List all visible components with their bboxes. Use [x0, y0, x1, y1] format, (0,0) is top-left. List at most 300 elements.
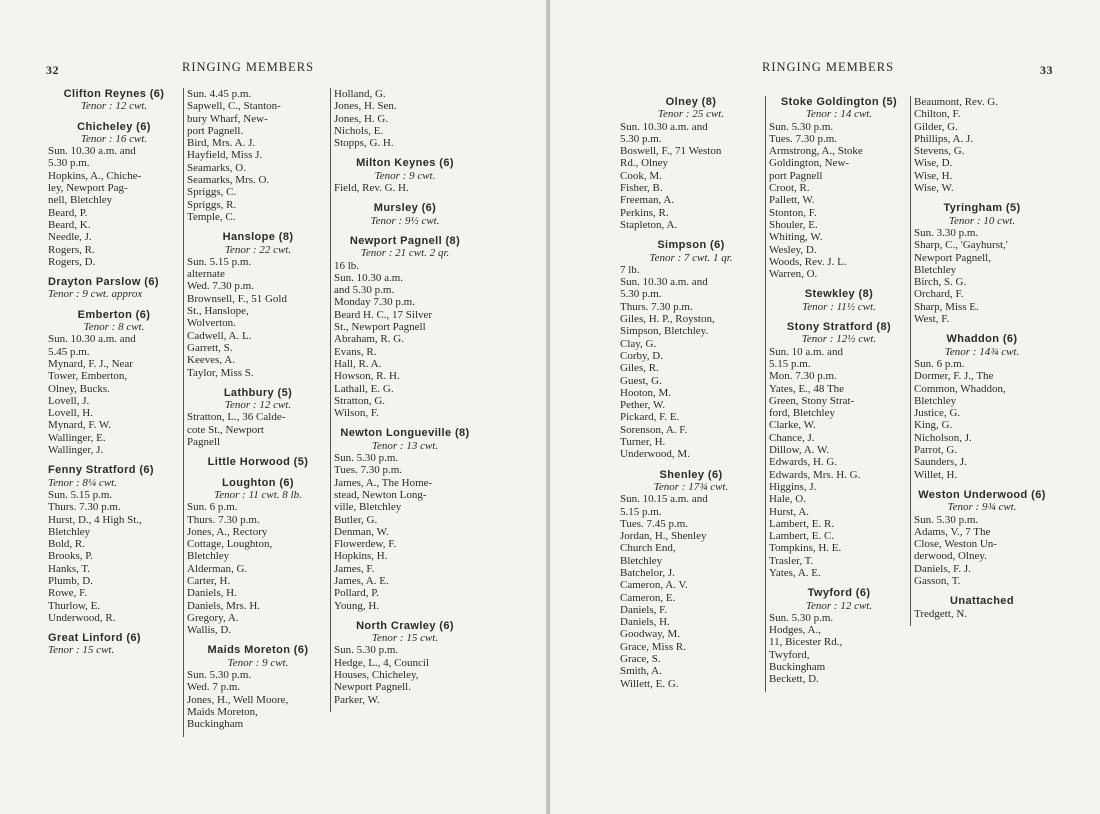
- member-line: Bold, R.: [48, 538, 85, 551]
- tower-title: Fenny Stratford (6): [48, 464, 154, 477]
- tower-entry: [187, 644, 329, 730]
- member-line: Hanks, T.: [48, 562, 91, 575]
- tower-title: Emberton (6): [77, 308, 151, 321]
- member-line: Beard, P.: [48, 206, 88, 219]
- member-line: ley, Newport Pag-: [48, 182, 128, 195]
- tenor-weight: Tenor : 9¾ cwt.: [947, 501, 1017, 514]
- member-line: and 5.30 p.m.: [334, 284, 395, 297]
- tenor-weight: Tenor : 25 cwt.: [657, 108, 725, 121]
- member-line: Warren, O.: [769, 268, 818, 281]
- member-line: Trasler, T.: [769, 554, 814, 567]
- member-line: Daniels, H.: [187, 587, 237, 600]
- tower-title: Shenley (6): [659, 468, 723, 481]
- member-line: King, G.: [914, 419, 953, 432]
- member-line: Chilton, F.: [914, 108, 961, 121]
- member-line: Wolverton.: [187, 317, 236, 330]
- tower-entry: [187, 88, 329, 223]
- member-line: ville, Bletchley: [334, 501, 402, 514]
- member-line: Bletchley: [620, 554, 663, 567]
- member-line: Fisher, B.: [620, 182, 663, 195]
- member-line: Hurst, D., 4 High St.,: [48, 513, 142, 526]
- member-line: Rowe, F.: [48, 587, 88, 600]
- member-line: Spriggs, C.: [187, 186, 237, 199]
- member-line: Clay, G.: [620, 337, 657, 350]
- member-line: Sun. 4.45 p.m.: [187, 88, 252, 100]
- member-line: Rd., Olney: [620, 157, 668, 170]
- tower-entry: [187, 456, 329, 468]
- tower-entry: [187, 477, 329, 637]
- tower-title: Stoke Goldington (5): [780, 96, 898, 108]
- member-line: Carter, H.: [187, 574, 231, 587]
- member-line: Lathall, E. G.: [334, 382, 394, 395]
- member-line: 11, Bicester Rd.,: [769, 636, 843, 649]
- column: [183, 88, 329, 737]
- tenor-weight: Tenor : 7 cwt. 1 qr.: [649, 251, 733, 264]
- member-line: Grace, Miss R.: [620, 640, 686, 653]
- member-line: Smith, A.: [620, 665, 662, 678]
- member-line: Boswell, F., 71 Weston: [620, 145, 722, 158]
- member-line: Jones, A., Rectory: [187, 525, 268, 538]
- tower-title: Chicheley (6): [77, 120, 151, 133]
- member-line: Perkins, R.: [620, 206, 669, 219]
- tower-title: Newport Pagnell (8): [349, 234, 461, 247]
- member-line: Sun. 10 a.m. and: [769, 345, 843, 358]
- member-line: Flowerdew, F.: [334, 538, 397, 551]
- member-line: Stratton, G.: [334, 394, 386, 407]
- tower-entry: [620, 469, 762, 690]
- tower-entry: [334, 620, 476, 706]
- member-line: Croot, R.: [769, 182, 810, 195]
- member-line: Stapleton, A.: [620, 218, 678, 231]
- member-line: Wesley, D.: [769, 243, 817, 256]
- member-line: Tredgett, N.: [914, 607, 968, 620]
- member-line: Brooks, P.: [48, 550, 93, 563]
- member-line: Armstrong, A., Stoke: [769, 145, 863, 158]
- tower-title: Stewkley (8): [804, 288, 874, 301]
- tower-entry: [48, 121, 180, 269]
- member-line: Simpson, Bletchley.: [620, 325, 709, 338]
- tower-entry: [914, 96, 1050, 194]
- member-line: Twyford,: [769, 648, 810, 661]
- column: [620, 96, 762, 696]
- member-line: Corby, D.: [620, 349, 663, 362]
- member-line: 5.30 p.m.: [620, 132, 662, 145]
- member-line: Sun. 5.30 p.m.: [187, 669, 252, 682]
- member-line: Adams, V., 7 The: [914, 525, 991, 538]
- member-line: Gasson, T.: [914, 574, 961, 587]
- member-line: Sun. 5.15 p.m.: [187, 255, 252, 268]
- member-line: Dormer, F. J., The: [914, 370, 994, 383]
- member-line: 16 lb.: [334, 259, 360, 272]
- member-line: Hall, R. A.: [334, 357, 382, 370]
- member-line: Wed. 7.30 p.m.: [187, 280, 254, 293]
- tower-title: Weston Underwood (6): [918, 488, 1046, 501]
- member-line: Wallis, D.: [187, 624, 232, 637]
- member-line: Pagnell: [187, 436, 220, 449]
- tower-entry: [769, 587, 909, 685]
- member-line: Tues. 7.30 p.m.: [769, 132, 838, 145]
- member-line: stead, Newton Long-: [334, 488, 427, 501]
- member-line: Buckingham: [187, 718, 244, 731]
- tower-entry: [48, 464, 180, 624]
- tower-entry: [334, 427, 476, 611]
- member-line: Plumb, D.: [48, 574, 93, 587]
- member-line: Sun. 5.30 p.m.: [769, 120, 834, 133]
- member-line: Sun. 5.30 p.m.: [914, 513, 979, 526]
- member-line: Bletchley: [187, 550, 230, 563]
- member-line: Daniels, F.: [620, 603, 668, 616]
- member-line: Sun. 5.30 p.m.: [769, 611, 834, 624]
- tenor-weight: Tenor : 8¼ cwt.: [48, 476, 117, 489]
- member-line: Pickard, F. E.: [620, 411, 680, 424]
- tower-title: North Crawley (6): [356, 619, 454, 632]
- member-line: Mon. 7.30 p.m.: [769, 370, 837, 383]
- member-line: Hale, O.: [769, 493, 806, 506]
- member-line: Daniels, H.: [620, 616, 670, 629]
- member-line: Buckingham: [769, 661, 826, 674]
- tower-entry: [48, 632, 180, 657]
- member-line: Beard H. C., 17 Silver: [334, 308, 433, 321]
- tower-title: Newton Longueville (8): [340, 427, 470, 440]
- member-line: Bletchley: [914, 394, 957, 407]
- tenor-weight: Tenor : 9 cwt.: [227, 656, 289, 669]
- member-line: Giles, R.: [620, 362, 659, 375]
- member-line: Higgins, J.: [769, 480, 817, 493]
- member-line: 5.15 p.m.: [620, 505, 662, 518]
- member-line: Field, Rev. G. H.: [334, 182, 409, 195]
- member-line: Hayfield, Miss J.: [187, 149, 263, 162]
- member-line: nell, Bletchley: [48, 194, 113, 207]
- tenor-weight: Tenor : 10 cwt.: [948, 214, 1016, 227]
- member-line: Sun. 10.30 a.m. and: [48, 333, 136, 346]
- member-line: Sun. 5.30 p.m.: [334, 452, 399, 465]
- tenor-weight: Tenor : 12 cwt.: [805, 599, 873, 612]
- member-line: Houses, Chicheley,: [334, 669, 419, 682]
- tower-title: Whaddon (6): [946, 333, 1018, 346]
- member-line: Sun. 10.15 a.m. and: [620, 493, 708, 506]
- member-line: Edwards, Mrs. H. G.: [769, 468, 861, 481]
- member-line: 5.30 p.m.: [48, 157, 90, 170]
- member-line: Shouler, E.: [769, 218, 818, 231]
- member-line: Church End,: [620, 542, 676, 555]
- member-line: Needle, J.: [48, 231, 92, 244]
- member-line: Howson, R. H.: [334, 370, 400, 383]
- member-line: Lambert, E. R.: [769, 517, 835, 530]
- member-line: Tues. 7.45 p.m.: [620, 517, 689, 530]
- member-line: Daniels, F. J.: [914, 562, 971, 575]
- tower-entry: [187, 231, 329, 379]
- member-line: Rogers, D.: [48, 255, 96, 268]
- member-line: St., Newport Pagnell: [334, 321, 426, 334]
- member-line: Monday 7.30 p.m.: [334, 296, 415, 309]
- member-line: Orchard, F.: [914, 288, 964, 301]
- member-line: Parker, W.: [334, 693, 380, 706]
- member-line: Jones, H. Sen.: [334, 100, 397, 113]
- member-line: Woods, Rev. J. L.: [769, 255, 847, 268]
- tower-title: Maids Moreton (6): [207, 644, 309, 657]
- member-line: Mynard, F. J., Near: [48, 357, 133, 370]
- member-line: Wise, W.: [914, 182, 954, 195]
- member-line: port Pagnell.: [187, 124, 244, 137]
- column: [765, 96, 909, 692]
- member-line: Goodway, M.: [620, 628, 681, 641]
- member-line: Underwood, M.: [620, 448, 690, 461]
- member-line: Seamarks, Mrs. O.: [187, 174, 270, 187]
- tower-entry: [914, 489, 1050, 587]
- member-line: Whiting, W.: [769, 231, 823, 244]
- tenor-weight: Tenor : 9½ cwt.: [370, 214, 440, 227]
- member-line: Chance, J.: [769, 431, 815, 444]
- tower-title: Great Linford (6): [48, 632, 141, 645]
- member-line: Clarke, W.: [769, 419, 816, 432]
- member-line: Stratton, L., 36 Calde-: [187, 411, 286, 424]
- member-line: St., Hanslope,: [187, 305, 249, 318]
- member-line: Hodges, A.,: [769, 624, 821, 637]
- member-line: Daniels, Mrs. H.: [187, 599, 261, 612]
- tenor-weight: Tenor : 16 cwt.: [80, 132, 148, 145]
- member-line: Thurlow, E.: [48, 599, 101, 612]
- member-line: Edwards, H. G.: [769, 456, 838, 469]
- member-line: Wise, H.: [914, 169, 953, 182]
- member-line: Hooton, M.: [620, 386, 672, 399]
- member-line: Thurs. 7.30 p.m.: [187, 513, 260, 526]
- member-line: Beaumont, Rev. G.: [914, 96, 998, 108]
- member-line: Pether, W.: [620, 399, 666, 412]
- member-line: James, F.: [334, 562, 375, 575]
- member-line: Batchelor, J.: [620, 566, 675, 579]
- member-line: 5.15 p.m.: [769, 357, 811, 370]
- tower-title: Olney (8): [665, 96, 717, 108]
- member-line: ford, Bletchley: [769, 407, 835, 420]
- member-line: James, A., The Home-: [334, 476, 433, 489]
- member-line: Garrett, S.: [187, 341, 233, 354]
- page-number: 33: [1040, 63, 1053, 77]
- member-line: Evans, R.: [334, 345, 377, 358]
- member-line: Sorenson, A. F.: [620, 423, 688, 436]
- tenor-weight: Tenor : 9 cwt.: [374, 169, 436, 182]
- member-line: Thurs. 7.30 p.m.: [48, 501, 121, 514]
- member-line: Cadwell, A. L.: [187, 329, 252, 342]
- member-line: Bletchley: [914, 263, 957, 276]
- member-line: Maids Moreton,: [187, 705, 258, 718]
- member-line: Pallett, W.: [769, 194, 815, 207]
- right-page: [550, 0, 1100, 814]
- tower-title: Little Horwood (5): [207, 456, 309, 469]
- member-line: Yates, E., 48 The: [769, 382, 845, 395]
- member-line: Thurs. 7.30 p.m.: [620, 300, 693, 313]
- member-line: Mynard, F. W.: [48, 419, 111, 432]
- member-line: Willett, E. G.: [620, 677, 679, 690]
- member-line: Hopkins, H.: [334, 550, 388, 563]
- tower-entry: [334, 88, 476, 149]
- member-line: alternate: [187, 268, 225, 281]
- member-line: Bletchley: [48, 525, 91, 538]
- member-line: Giles, H. P., Royston,: [620, 313, 715, 326]
- member-line: Cameron, A. V.: [620, 579, 688, 592]
- tenor-weight: Tenor : 15 cwt.: [371, 632, 439, 645]
- member-line: Butler, G.: [334, 513, 378, 526]
- tower-title: Hanslope (8): [222, 231, 294, 244]
- member-line: Newport Pagnell,: [914, 251, 991, 264]
- member-line: 5.45 p.m.: [48, 345, 90, 358]
- tenor-weight: Tenor : 13 cwt.: [371, 439, 439, 452]
- member-line: Underwood, R.: [48, 611, 116, 624]
- member-line: Stopps, G. H.: [334, 137, 394, 150]
- member-line: James, A. E.: [334, 574, 389, 587]
- member-line: Spriggs, R.: [187, 198, 237, 211]
- tower-title: Unattached: [950, 595, 1014, 608]
- member-line: bury Wharf, New-: [187, 112, 268, 125]
- member-line: Pollard, P.: [334, 587, 379, 600]
- tower-entry: [334, 202, 476, 227]
- member-line: Cameron, E.: [620, 591, 676, 604]
- tower-entry: [620, 96, 762, 231]
- member-line: Beckett, D.: [769, 673, 819, 686]
- member-line: Lovell, J.: [48, 394, 90, 407]
- member-line: 5.30 p.m.: [620, 288, 662, 301]
- member-line: Olney, Bucks.: [48, 382, 110, 395]
- tenor-weight: Tenor : 14¾ cwt.: [944, 345, 1020, 358]
- tower-entry: [187, 387, 329, 448]
- member-line: Grace, S.: [620, 653, 661, 666]
- member-line: Wise, D.: [914, 157, 953, 170]
- member-line: Brownsell, F., 51 Gold: [187, 292, 287, 305]
- page-number: 32: [46, 63, 59, 77]
- tower-entry: [769, 321, 909, 579]
- member-line: Bird, Mrs. A. J.: [187, 137, 256, 150]
- member-line: Beard, K.: [48, 218, 91, 231]
- tower-title: Clifton Reynes (6): [63, 88, 165, 100]
- member-line: Hopkins, A., Chiche-: [48, 169, 142, 182]
- member-line: Sun. 10.30 a.m. and: [48, 145, 136, 158]
- running-head: RINGING MEMBERS: [762, 60, 895, 74]
- tower-title: Lathbury (5): [223, 386, 293, 399]
- tower-entry: [914, 333, 1050, 481]
- tenor-weight: Tenor : 8 cwt.: [83, 321, 145, 334]
- member-line: Nicholson, J.: [914, 431, 972, 444]
- member-line: Rogers, R.: [48, 243, 95, 256]
- member-line: Goldington, New-: [769, 157, 850, 170]
- tenor-weight: Tenor : 14 cwt.: [805, 108, 873, 121]
- member-line: Gilder, G.: [914, 120, 958, 133]
- tenor-weight: Tenor : 12 cwt.: [224, 399, 292, 412]
- member-line: Sun. 6 p.m.: [187, 501, 238, 514]
- member-line: Sun. 10.30 a.m. and: [620, 276, 708, 289]
- tower-entry: [620, 239, 762, 460]
- member-line: Freeman, A.: [620, 194, 675, 207]
- tower-title: Mursley (6): [373, 202, 437, 215]
- tower-title: Stony Stratford (8): [786, 321, 892, 334]
- member-line: Denman, W.: [334, 525, 389, 538]
- member-line: Saunders, J.: [914, 456, 967, 469]
- member-line: Gregory, A.: [187, 611, 239, 624]
- member-line: cote St., Newport: [187, 423, 264, 436]
- member-line: Seamarks, O.: [187, 161, 246, 174]
- member-line: Green, Stony Strat-: [769, 394, 855, 407]
- member-line: Wed. 7 p.m.: [187, 681, 241, 694]
- tower-title: Loughton (6): [222, 476, 294, 489]
- member-line: 7 lb.: [620, 263, 640, 276]
- member-line: Young, H.: [334, 599, 380, 612]
- member-line: Hedge, L., 4, Council: [334, 656, 430, 669]
- member-line: Taylor, Miss S.: [187, 366, 254, 379]
- tower-title: Drayton Parslow (6): [48, 276, 159, 289]
- member-line: Justice, G.: [914, 407, 961, 420]
- member-line: Stevens, G.: [914, 145, 965, 158]
- tenor-weight: Tenor : 12½ cwt.: [801, 333, 877, 346]
- tower-entry: [914, 595, 1050, 620]
- tenor-weight: Tenor : 21 cwt. 2 qr.: [360, 247, 450, 260]
- tower-title: Milton Keynes (6): [356, 157, 454, 170]
- tower-entry: [769, 96, 909, 280]
- member-line: Jones, H., Well Moore,: [187, 693, 289, 706]
- member-line: Lambert, E. C.: [769, 530, 835, 543]
- tower-entry: [48, 88, 180, 113]
- member-line: Temple, C.: [187, 210, 236, 223]
- member-line: Sun. 3.30 p.m.: [914, 226, 979, 239]
- member-line: Common, Whaddon,: [914, 382, 1006, 395]
- member-line: Dillow, A. W.: [769, 444, 830, 457]
- member-line: Close, Weston Un-: [914, 538, 997, 551]
- member-line: Alderman, G.: [187, 562, 248, 575]
- column: [330, 88, 476, 712]
- member-line: Wallinger, J.: [48, 444, 104, 457]
- tenor-weight: Tenor : 11½ cwt.: [802, 300, 876, 313]
- column: [910, 96, 1050, 626]
- tower-entry: [914, 202, 1050, 325]
- member-line: derwood, Olney.: [914, 550, 987, 563]
- member-line: Cook, M.: [620, 169, 662, 182]
- member-line: Hurst, A.: [769, 505, 810, 518]
- tower-entry: [769, 288, 909, 313]
- tower-entry: [48, 309, 180, 457]
- member-line: Guest, G.: [620, 374, 662, 387]
- member-line: Willet, H.: [914, 468, 958, 481]
- member-line: Newport Pagnell.: [334, 681, 411, 694]
- member-line: Parrot, G.: [914, 444, 958, 457]
- tenor-weight: Tenor : 22 cwt.: [224, 243, 292, 256]
- tower-entry: [334, 235, 476, 419]
- column: [48, 88, 180, 663]
- tower-entry: [334, 157, 476, 194]
- member-line: Tower, Emberton,: [48, 370, 128, 383]
- member-line: Stonton, F.: [769, 206, 817, 219]
- left-page: [0, 0, 548, 814]
- member-line: Wallinger, E.: [48, 431, 106, 444]
- tenor-weight: Tenor : 11 cwt. 8 lb.: [214, 488, 302, 501]
- running-head: RINGING MEMBERS: [182, 60, 315, 74]
- tenor-weight: Tenor : 12 cwt.: [80, 100, 148, 113]
- tenor-weight: Tenor : 15 cwt.: [48, 644, 115, 657]
- tower-entry: [48, 276, 180, 301]
- member-line: Cottage, Loughton,: [187, 538, 273, 551]
- member-line: Yates, A. E.: [769, 566, 821, 579]
- member-line: Sun. 5.30 p.m.: [334, 644, 399, 657]
- member-line: Tues. 7.30 p.m.: [334, 464, 403, 477]
- member-line: West, F.: [914, 313, 950, 326]
- member-line: Sharp, C., 'Gayhurst,': [914, 239, 1008, 252]
- member-line: Sun. 10.30 a.m. and: [620, 120, 708, 133]
- member-line: Tompkins, H. E.: [769, 542, 842, 555]
- member-line: Sun. 5.15 p.m.: [48, 488, 113, 501]
- tower-title: Twyford (6): [807, 587, 871, 600]
- member-line: Holland, G.: [334, 88, 386, 100]
- member-line: Abraham, R. G.: [334, 333, 404, 346]
- tenor-weight: Tenor : 9 cwt. approx: [48, 288, 143, 301]
- member-line: Nichols, E.: [334, 124, 384, 137]
- member-line: Wilson, F.: [334, 407, 379, 420]
- member-line: Jones, H. G.: [334, 112, 389, 125]
